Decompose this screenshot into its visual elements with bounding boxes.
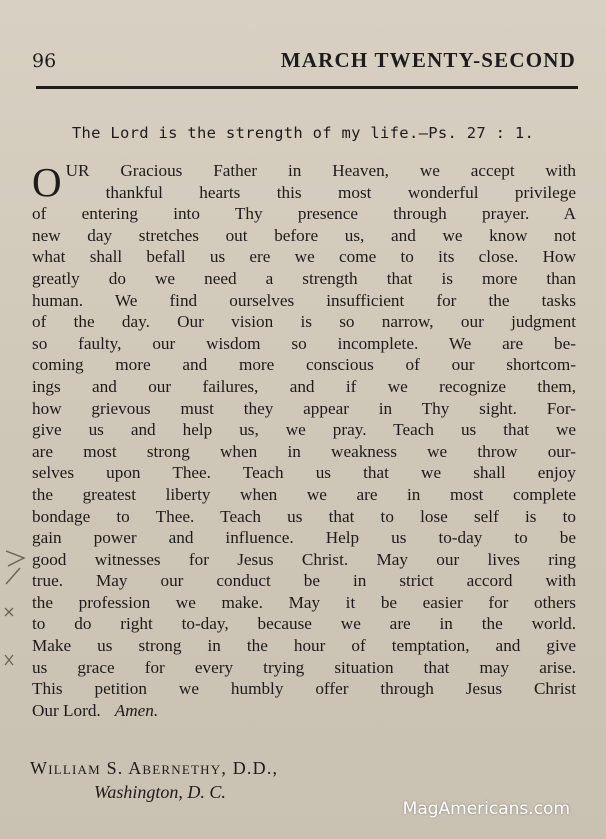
prayer-line: thankful hearts this most wonderful privilege xyxy=(105,182,576,202)
prayer-line: selves upon Thee. Teach us that we shall enjoy xyxy=(32,463,576,483)
watermark: MagAmericans.com xyxy=(402,799,570,819)
epigraph: The Lord is the strength of my life.—Ps. 27 : 1. xyxy=(71,124,535,142)
prayer-line: UR Gracious Father in Heaven, we accept with xyxy=(65,161,576,180)
page-number: 96 xyxy=(32,50,57,72)
closing-words: Our Lord. xyxy=(32,700,101,720)
prayer-line: gain power and influence. Help us to-day to be xyxy=(32,528,576,548)
prayer-line: of the day. Our vision is so narrow, our judgment xyxy=(32,312,576,332)
author-location: Washington, D. C. xyxy=(94,782,226,802)
prayer-line: ings and our failures, and if we recognize them, xyxy=(32,376,576,396)
header-rule xyxy=(36,86,578,89)
prayer-text xyxy=(32,160,576,721)
prayer-line: human. We find ourselves insufficient for the tasks xyxy=(32,290,576,310)
author-signature xyxy=(30,758,278,803)
prayer-line: of entering into Thy presence through prayer. A xyxy=(32,204,576,224)
prayer-line: greatly do we need a strength that is more than xyxy=(32,268,576,288)
prayer-line: new day stretches out before us, and we know not xyxy=(32,225,576,245)
prayer-line: coming more and more conscious of our shortcom- xyxy=(32,355,576,375)
margin-pencil-marks xyxy=(0,0,30,839)
drop-cap: O xyxy=(32,159,62,205)
amen: Amen. xyxy=(114,700,159,720)
prayer-line: us grace for every trying situation that may arise. xyxy=(32,657,576,677)
prayer-line: are most strong when in weakness we throw our- xyxy=(32,441,576,461)
prayer-line: the profession we make. May it be easier for others xyxy=(32,592,576,612)
pencil-mark-icon xyxy=(5,655,13,665)
page-header xyxy=(30,46,576,76)
prayer-line: This petition we humbly offer through Jesus Christ xyxy=(32,679,576,699)
prayer-line: so faulty, our wisdom so incomplete. We are be- xyxy=(32,333,576,353)
prayer-line: bondage to Thee. Teach us that to lose self is to xyxy=(32,506,576,526)
pencil-mark-icon xyxy=(6,568,20,584)
prayer-line: Make us strong in the hour of temptation, and give xyxy=(32,636,576,656)
prayer-line: what shall befall us ere we come to its close. How xyxy=(32,247,576,267)
prayer-line: the greatest liberty when we are in most complete xyxy=(32,484,576,504)
author-name: William S. Abernethy, D.D., xyxy=(30,758,279,778)
prayer-last-line xyxy=(32,700,576,722)
prayer-line: true. May our conduct be in strict accord with xyxy=(32,571,576,591)
pencil-mark-icon xyxy=(5,608,13,616)
prayer-line: good witnesses for Jesus Christ. May our lives ring xyxy=(32,549,576,569)
prayer-line: how grievous must they appear in Thy sight. For- xyxy=(32,398,576,418)
prayer-line: to do right to-day, because we are in the world. xyxy=(32,614,576,634)
running-title: MARCH TWENTY-SECOND xyxy=(280,48,576,72)
pencil-mark-icon xyxy=(6,551,24,566)
prayer-line: give us and help us, we pray. Teach us that we xyxy=(32,420,576,440)
